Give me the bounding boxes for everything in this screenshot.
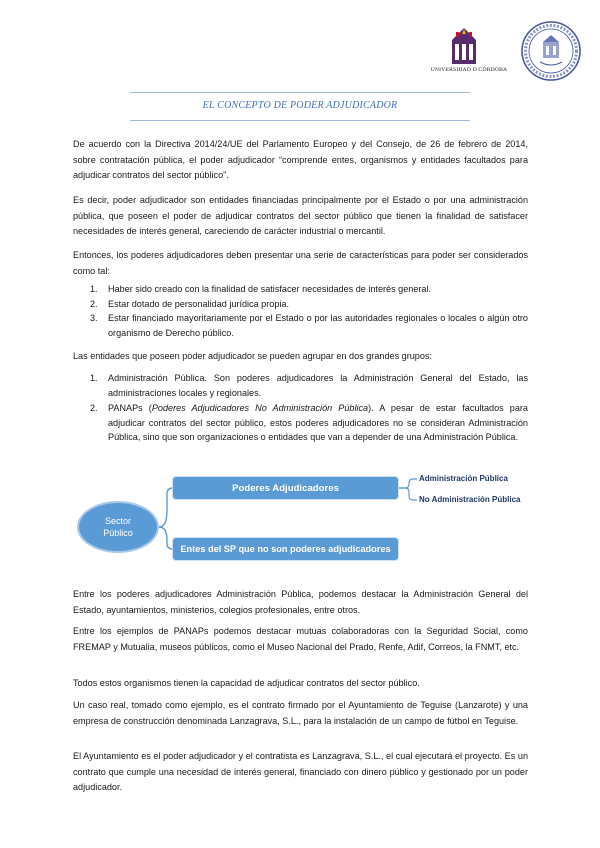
node-sector-publico-line1: Sector	[104, 516, 131, 526]
node-sector-publico-line2: Público	[103, 528, 133, 538]
node-poderes-adjudicadores: Poderes Adjudicadores	[173, 477, 398, 499]
leaf-administracion-publica: Administración Pública	[419, 474, 508, 483]
paragraph-4: Las entidades que poseen poder adjudicador se pueden agrupar en dos grandes grupos:	[73, 351, 432, 361]
university-name: UNIVERSIDAD D CÓRDOBA	[430, 67, 508, 73]
paragraph-2: Es decir, poder adjudicador son entidades financiadas principalmente por el Estado o por una administración pública, que poseen el poder de adjudicar contratos del sector público que tienen la finalidad de satisfacer necesidades de interés general, careciendo de carácter industrial o mercantil.	[73, 195, 528, 237]
paragraph-9: El Ayuntamiento es el poder adjudicador y el contratista es Lanzagrava, S.L., el cual ejecutará el proyecto. Es un contrato que cumple una necesidad de interés general, financiado con dinero público y gestionado por un poder adjudicador.	[73, 751, 528, 793]
sector-publico-diagram	[75, 470, 530, 570]
paragraph-7: Todos estos organismos tienen la capacidad de adjudicar contratos del sector público.	[73, 678, 420, 688]
paragraph-1: De acuerdo con la Directiva 2014/24/UE del Parlamento Europeo y del Consejo, de 26 de febrero de 2014, sobre contratación pública, el poder adjudicador “comprende entes, organismos y entidades facultados para adjudicar contratos del sector público”.	[73, 139, 528, 181]
page-title: EL CONCEPTO DE PODER ADJUDICADOR	[202, 100, 398, 111]
title-rule-top	[130, 92, 470, 93]
university-logo	[424, 24, 514, 82]
paragraph-8: Un caso real, tomado como ejemplo, es el contrato firmado por el Ayuntamiento de Teguise (Lanzarote) y una empresa de construcción denominada Lanzagrava, S.L., para la instalación de un campo de fútbol en Teguise.	[73, 700, 528, 726]
university-seal-icon	[520, 20, 582, 82]
title-rule-bottom	[130, 120, 470, 121]
node-sector-publico	[77, 501, 159, 553]
paragraph-6: Entre los ejemplos de PANAPs podemos destacar mutuas colaboradoras con la Seguridad Social, como FREMAP y Mutualia, museos públicos, como el Museo Nacional del Prado, Renfe, Adif, Correos, la FNMT, etc.	[73, 626, 528, 652]
paragraph-5: Entre los poderes adjudicadores Administración Pública, podemos destacar la Administración General del Estado, ayuntamientos, ministerios, colegios profesionales, entre otros.	[73, 589, 528, 615]
node-entes-no-poderes: Entes del SP que no son poderes adjudicadores	[173, 538, 398, 560]
leaf-no-administracion-publica: No Administración Pública	[419, 495, 521, 504]
paragraph-3: Entonces, los poderes adjudicadores deben presentar una serie de características para poder ser considerados como tal:	[73, 250, 528, 276]
